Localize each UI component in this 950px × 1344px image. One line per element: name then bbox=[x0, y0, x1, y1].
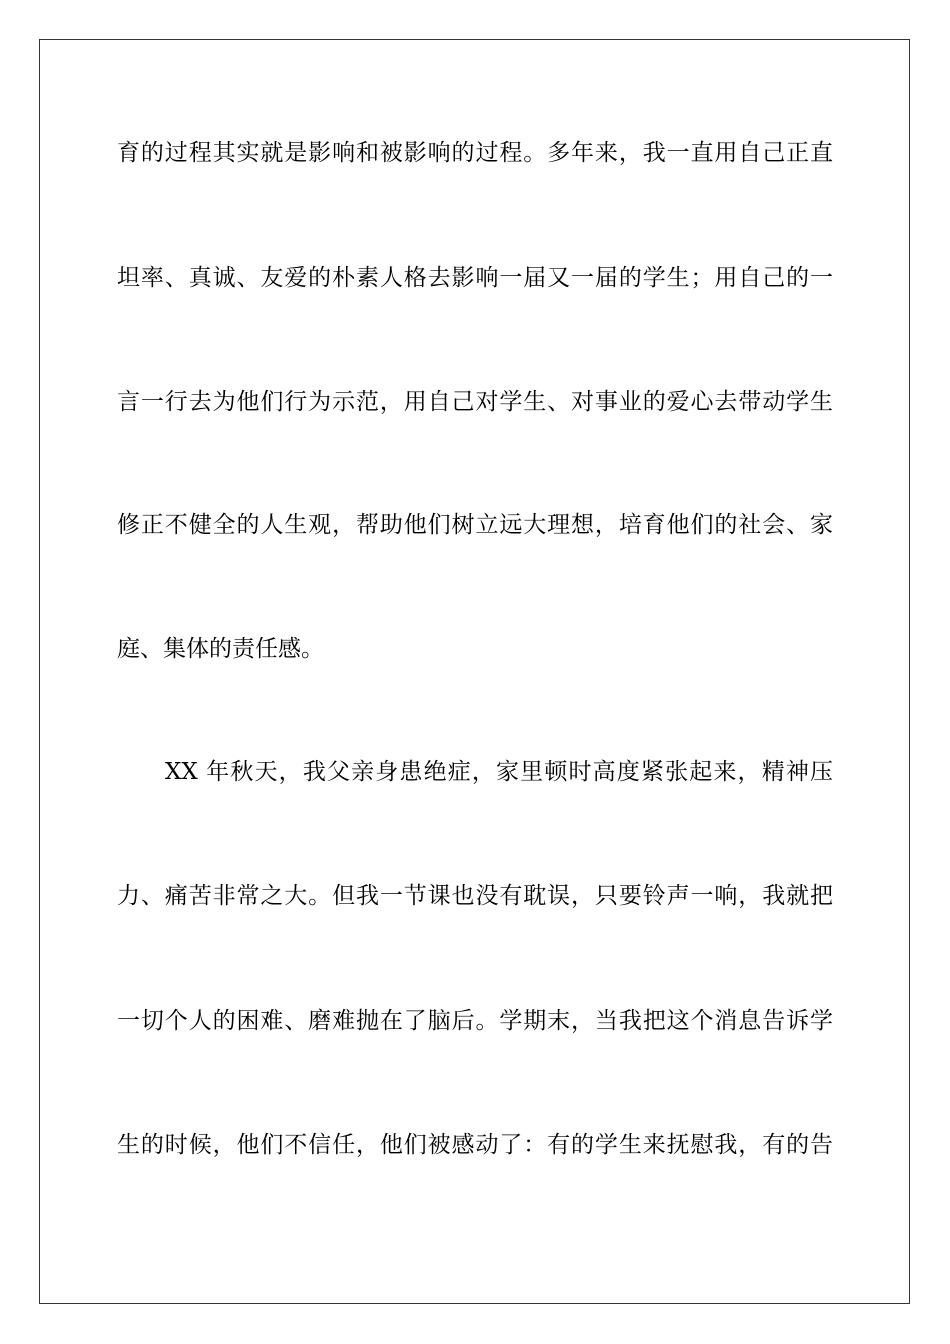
text-line: 生的时候，他们不信任，他们被感动了：有的学生来抚慰我，有的告 bbox=[117, 1132, 833, 1158]
page-border bbox=[39, 39, 910, 1304]
text-line: 坦率、真诚、友爱的朴素人格去影响一届又一届的学生；用自己的一 bbox=[117, 265, 833, 291]
text-line: 修正不健全的人生观，帮助他们树立远大理想，培育他们的社会、家 bbox=[117, 512, 833, 538]
text-line: XX 年秋天，我父亲身患绝症，家里顿时高度紧张起来，精神压 bbox=[165, 759, 833, 785]
text-line: 育的过程其实就是影响和被影响的过程。多年来，我一直用自己正直 bbox=[117, 140, 833, 166]
text-line: 力、痛苦非常之大。但我一节课也没有耽误，只要铃声一响，我就把 bbox=[117, 883, 833, 909]
text-line: 一切个人的困难、磨难抛在了脑后。学期末，当我把这个消息告诉学 bbox=[117, 1008, 833, 1034]
text-line: 庭、集体的责任感。 bbox=[117, 636, 324, 662]
text-line: 言一行去为他们行为示范，用自己对学生、对事业的爱心去带动学生 bbox=[117, 389, 833, 415]
